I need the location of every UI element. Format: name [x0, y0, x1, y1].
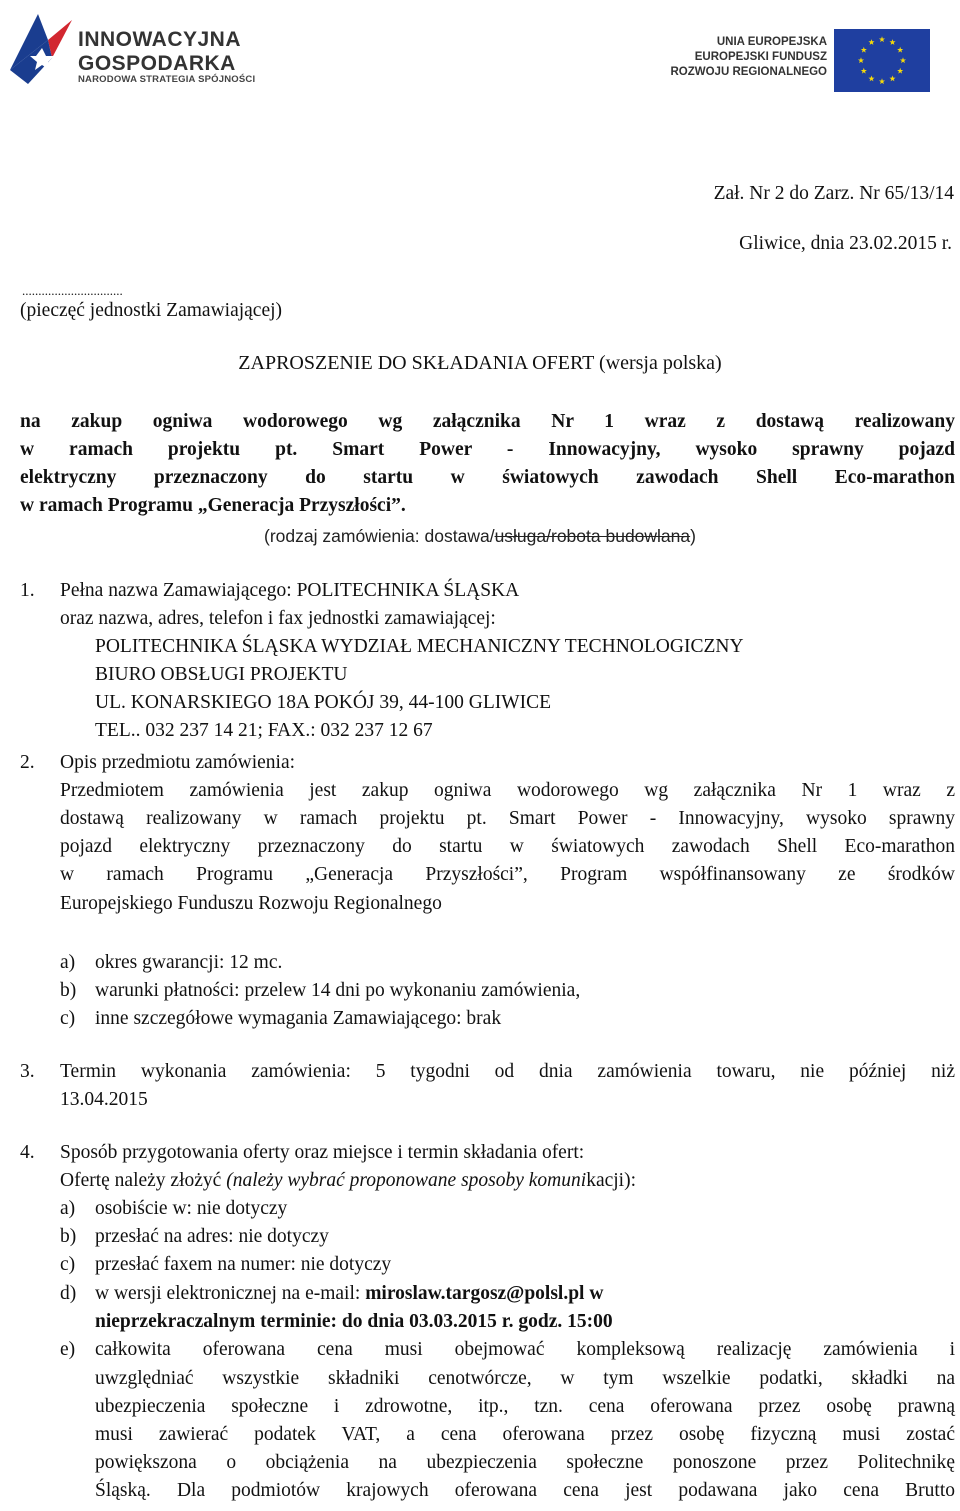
s2-line: w ramach Programu „Generacja Przyszłości”, Program współfinansowany ze środków [60, 864, 955, 885]
s2-line: pojazd elektryczny przeznaczony do startu w światowych zawodach Shell Eco-marathon [60, 836, 955, 857]
s4-e-line: uwzględniać wszystkie składniki cenotwórcze, w tym wszelkie podatki, składki na [95, 1368, 955, 1389]
email-address: miroslaw.targosz@polsl.pl w [365, 1283, 604, 1304]
s4-e-line: Śląską. Dla podmiotów krajowych oferowana cena jest podawana jako cena Brutto [95, 1480, 955, 1501]
list-item: inne szczegółowe wymagania Zamawiającego: brak [95, 1008, 502, 1029]
innowacyjna-gospodarka-logo-mark [8, 10, 74, 86]
order-type-prefix: (rodzaj zamówienia: dostawa/ [264, 526, 495, 546]
list-item: okres gwarancji: 12 mc. [95, 952, 283, 973]
s1-line: oraz nazwa, adres, telefon i fax jednostki zamawiającej: [60, 608, 496, 629]
eu-flag-icon [834, 29, 930, 92]
order-type-struck: usługa/robota budowlana [494, 526, 691, 546]
email-intro: w wersji elektronicznej na e-mail: [95, 1283, 366, 1304]
eu-logo-line2: EUROPEJSKI FUNDUSZ [694, 51, 827, 63]
subject-line: elektryczny przeznaczony do startu w światowych zawodach Shell Eco-marathon [20, 467, 955, 488]
s2-line: Przedmiotem zamówienia jest zakup ogniwa wodorowego wg załącznika Nr 1 wraz z [60, 780, 955, 801]
s4-intro-a: Ofertę należy złożyć [60, 1170, 227, 1191]
subject-line: w ramach Programu „Generacja Przyszłości”. [20, 495, 406, 516]
s1-line: UL. KONARSKIEGO 18A POKÓJ 39, 44-100 GLIWICE [95, 692, 552, 713]
place-and-date: Gliwice, dnia 23.02.2015 r. [739, 233, 952, 254]
section-number: 2. [20, 752, 35, 773]
s1-line: Pełna nazwa Zamawiającego: POLITECHNIKA ŚLĄSKA [60, 580, 520, 601]
list-letter: c) [60, 1254, 76, 1275]
s4-e-line: całkowita oferowana cena musi obejmować kompleksową realizację zamówienia i [95, 1339, 955, 1360]
list-letter: e) [60, 1339, 76, 1360]
logo-left-line2: GOSPODARKA [78, 52, 236, 75]
list-item: przesłać na adres: nie dotyczy [95, 1226, 329, 1247]
list-letter: b) [60, 1226, 77, 1247]
stamp-label: (pieczęć jednostki Zamawiającej) [20, 300, 283, 321]
s1-line: TEL.. 032 237 14 21; FAX.: 032 237 12 67 [95, 720, 433, 741]
section-number: 4. [20, 1142, 35, 1163]
s4-e-line: ubezpieczenia społeczne i zdrowotne, itp., tzn. cena oferowana przez osobę prawną [95, 1396, 955, 1417]
section-number: 1. [20, 580, 35, 601]
list-item: warunki płatności: przelew 14 dni po wykonaniu zamówienia, [95, 980, 581, 1001]
subject-line: w ramach projektu pt. Smart Power - Innowacyjny, wysoko sprawny pojazd [20, 439, 955, 460]
section-heading: Sposób przygotowania oferty oraz miejsce i termin składania ofert: [60, 1142, 585, 1163]
order-type-suffix: ) [690, 526, 696, 546]
s3-line: Termin wykonania zamówienia: 5 tygodni od dnia zamówienia towaru, nie później niż [60, 1061, 955, 1082]
submission-deadline: nieprzekraczalnym terminie: do dnia 03.03.2015 r. godz. 15:00 [95, 1311, 613, 1332]
s4-intro [60, 1170, 636, 1192]
list-item: przesłać faxem na numer: nie dotyczy [95, 1254, 392, 1275]
section-heading: Opis przedmiotu zamówienia: [60, 752, 296, 773]
stamp-dotted-line: ............................... [22, 283, 123, 298]
attachment-reference: Zał. Nr 2 do Zarz. Nr 65/13/14 [713, 183, 954, 204]
list-letter: c) [60, 1008, 76, 1029]
list-letter: a) [60, 952, 76, 973]
s4-intro-b: (należy wybrać proponowane sposoby komuni [226, 1170, 587, 1191]
list-letter: d) [60, 1283, 77, 1304]
s1-line: BIURO OBSŁUGI PROJEKTU [95, 664, 348, 685]
s1-line: POLITECHNIKA ŚLĄSKA WYDZIAŁ MECHANICZNY TECHNOLOGICZNY [95, 636, 744, 657]
eu-logo-line3: ROZWOJU REGIONALNEGO [670, 66, 827, 78]
eu-logo-line1: UNIA EUROPEJSKA [716, 36, 827, 48]
list-item-email [95, 1283, 603, 1305]
s4-e-line: musi zawierać podatek VAT, a cena oferowana przez osobę fizyczną musi zostać [95, 1424, 955, 1445]
document-title: ZAPROSZENIE DO SKŁADANIA OFERT (wersja polska) [238, 352, 722, 374]
logo-left-line3: NARODOWA STRATEGIA SPÓJNOŚCI [78, 74, 256, 85]
s2-line: dostawą realizowany w ramach projektu pt. Smart Power - Innowacyjny, wysoko sprawny [60, 808, 955, 829]
s2-line: Europejskiego Funduszu Rozwoju Regionalnego [60, 893, 442, 914]
s4-e-line: powiększona o obciążenia na ubezpieczenia społeczne ponoszone przez Politechnikę [95, 1452, 955, 1473]
s3-line: 13.04.2015 [60, 1089, 148, 1110]
list-letter: b) [60, 980, 77, 1001]
list-item: osobiście w: nie dotyczy [95, 1198, 288, 1219]
subject-line: na zakup ogniwa wodorowego wg załącznika Nr 1 wraz z dostawą realizowany [20, 411, 955, 432]
order-type [0, 526, 960, 547]
logo-left-line1: INNOWACYJNA [78, 28, 242, 51]
s4-intro-c: kacji): [586, 1170, 636, 1191]
list-letter: a) [60, 1198, 76, 1219]
section-number: 3. [20, 1061, 35, 1082]
